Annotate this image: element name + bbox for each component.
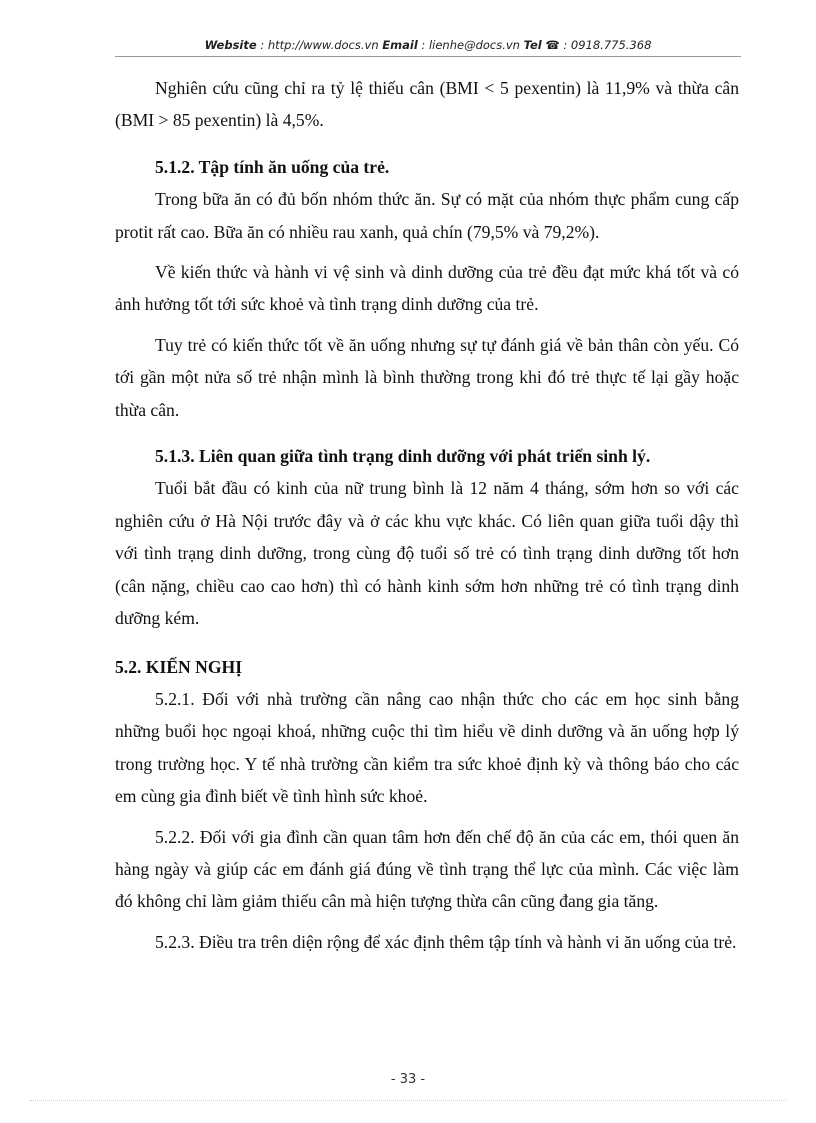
heading-5-1-3: 5.1.3. Liên quan giữa tình trạng dinh dưỡng với phát triển sinh lý. — [155, 446, 651, 467]
paragraph-5-2-2: 5.2.2. Đối với gia đình cần quan tâm hơn đến chế độ ăn của các em, thói quen ăn hàng ngày và giúp các em đánh giá đúng về tình trạng thể lực của mình. Các việc làm đó không chỉ làm giảm thiếu cân mà hiện tượng thừa cân cũng đang gia tăng. — [115, 826, 739, 912]
paragraph-self-assessment: Tuy trẻ có kiến thức tốt về ăn uống nhưng sự tự đánh giá về bản thân còn yếu. Có tới gần một nửa số trẻ nhận mình là bình thường trong khi đó trẻ thực tế lại gầy hoặc thừa cân. — [115, 334, 739, 420]
website-value: : http://www.docs.vn — [256, 38, 383, 52]
paragraph-knowledge: Về kiến thức và hành vi vệ sinh và dinh dưỡng của trẻ đều đạt mức khá tốt và có ảnh hưởng tốt tới sức khoẻ và tình trạng dinh dưỡng của trẻ. — [115, 262, 739, 315]
paragraph-bmi: Nghiên cứu cũng chỉ ra tỷ lệ thiếu cân (BMI < 5 pexentin) là 11,9% và thừa cân (BMI > 85 pexentin) là 4,5%. — [115, 78, 739, 131]
paragraph-meals: Trong bữa ăn có đủ bốn nhóm thức ăn. Sự có mặt của nhóm thực phẩm cung cấp protit rất cao. Bữa ăn có nhiều rau xanh, quả chín (79,5% và 79,2%). — [115, 189, 739, 242]
bottom-divider — [30, 1100, 786, 1101]
page-header — [115, 38, 741, 57]
heading-5-2: 5.2. KIẾN NGHỊ — [115, 656, 243, 677]
email-label: Email — [382, 38, 418, 52]
phone-icon: ☎ — [545, 38, 560, 52]
email-value: : lienhe@docs.vn — [417, 38, 524, 52]
tel-label: Tel — [523, 38, 542, 52]
tel-value: : 0918.775.368 — [559, 38, 652, 52]
page-number: - 33 - — [390, 1072, 426, 1087]
page-body — [115, 72, 739, 958]
website-label: Website — [204, 38, 257, 52]
paragraph-5-2-3: 5.2.3. Điều tra trên diện rộng để xác định thêm tập tính và hành vi ăn uống của trẻ. — [155, 931, 737, 952]
paragraph-puberty: Tuổi bắt đầu có kinh của nữ trung bình là 12 năm 4 tháng, sớm hơn so với các nghiên cứu ở Hà Nội trước đây và ở các khu vực khác. Có liên quan giữa tuổi dậy thì với tình trạng dinh dưỡng, trong cùng độ tuổi số trẻ có tình trạng dinh dưỡng tốt hơn (cân nặng, chiều cao cao hơn) thì có hành kinh sớm hơn những trẻ có tình trạng dinh dưỡng kém. — [115, 478, 739, 629]
paragraph-5-2-1: 5.2.1. Đối với nhà trường cần nâng cao nhận thức cho các em học sinh bằng những buổi học ngoại khoá, những cuộc thi tìm hiểu về dinh dưỡng và ăn uống hợp lý trong trường học. Y tế nhà trường cần kiểm tra sức khoẻ định kỳ và thông báo cho các em cùng gia đình biết về tình hình sức khoẻ. — [115, 688, 739, 807]
heading-5-1-2: 5.1.2. Tập tính ăn uống của trẻ. — [155, 156, 390, 177]
